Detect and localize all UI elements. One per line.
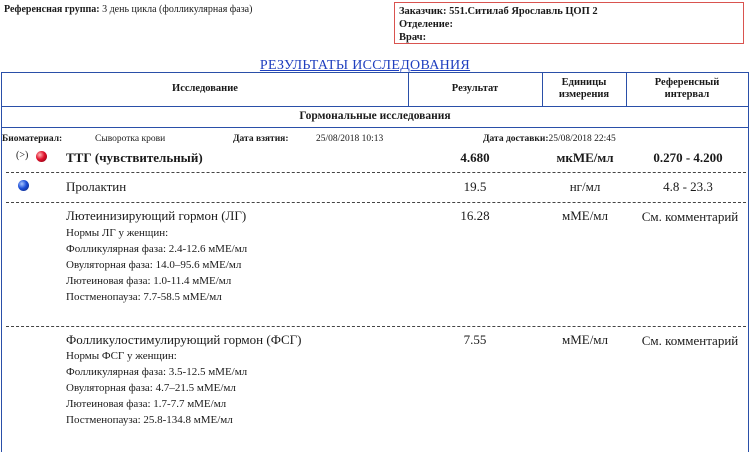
delivered-value: 25/08/2018 22:45 xyxy=(548,134,616,144)
note-line: Фолликулярная фаза: 3.5-12.5 мМЕ/мл xyxy=(66,366,248,378)
note-line: Постменопаузa: 25.8-134.8 мМЕ/мл xyxy=(66,414,233,426)
header-units: Единицы измерения xyxy=(558,77,610,100)
biomaterial-value: Сыворотка крови xyxy=(95,134,166,144)
test-result: 19.5 xyxy=(463,179,487,194)
row-separator xyxy=(6,202,746,203)
taken-value: 25/08/2018 10:13 xyxy=(316,134,384,144)
note-line: Овуляторная фаза: 14.0–95.6 мМЕ/мл xyxy=(66,259,242,271)
doctor-line: Врач: xyxy=(399,32,427,43)
test-units: мкМЕ/мл xyxy=(556,150,614,165)
test-units: мМЕ/мл xyxy=(561,208,609,223)
section-line xyxy=(1,127,749,128)
test-result: 4.680 xyxy=(460,150,490,165)
test-units: мМЕ/мл xyxy=(561,332,609,347)
biomaterial xyxy=(2,134,62,144)
note-line: Нормы ЛГ у женщин: xyxy=(66,227,169,239)
department-line: Отделение: xyxy=(399,19,453,30)
test-reference: См. комментарий xyxy=(641,333,739,348)
note-line: Фолликулярная фаза: 2.4-12.6 мМЕ/мл xyxy=(66,243,248,255)
test-reference: 0.270 - 4.200 xyxy=(653,150,723,165)
test-result: 16.28 xyxy=(460,208,490,223)
header-reference: Референсный интервал xyxy=(654,77,720,100)
test-reference: 4.8 - 23.3 xyxy=(663,179,713,194)
note-line: Овуляторная фаза: 4.7–21.5 мМЕ/мл xyxy=(66,382,236,394)
test-name: Лютеинизирующий гормон (ЛГ) xyxy=(66,208,247,223)
header-study: Исследование xyxy=(172,83,238,94)
test-name: Пролактин xyxy=(66,179,127,194)
test-units: нг/мл xyxy=(569,179,601,194)
header-bottom-line xyxy=(1,106,749,107)
test-name: ТТГ (чувствительный) xyxy=(66,150,203,165)
high-flag-icon xyxy=(36,151,47,162)
section-title: Гормональные исследования xyxy=(299,110,451,122)
page-title: РЕЗУЛЬТАТЫ ИССЛЕДОВАНИЯ xyxy=(259,58,471,73)
note-line: Лютеиновая фаза: 1.7-7.7 мМЕ/мл xyxy=(66,398,227,410)
high-flag-marker: (>) xyxy=(16,150,29,161)
note-line: Лютеиновая фаза: 1.0-11.4 мМЕ/мл xyxy=(66,275,232,287)
row-separator xyxy=(6,326,746,327)
normal-flag-icon xyxy=(18,180,29,191)
customer-box xyxy=(394,2,744,44)
customer-line: Заказчик: 551.Ситилаб Ярославль ЦОП 2 xyxy=(399,6,598,17)
test-reference: См. комментарий xyxy=(641,209,739,224)
taken-date xyxy=(233,134,288,144)
delivered-date xyxy=(483,134,616,144)
test-result: 7.55 xyxy=(463,332,487,347)
row-separator xyxy=(6,172,746,173)
note-line: Нормы ФСГ у женщин: xyxy=(66,350,177,362)
reference-group xyxy=(4,4,252,15)
test-name: Фолликулостимулирующий гормон (ФСГ) xyxy=(66,332,302,347)
delivered-label: Дата доставки: xyxy=(483,134,549,144)
reference-group-label: Референсная группа: xyxy=(4,4,100,15)
note-line: Постменопаузa: 7.7-58.5 мМЕ/мл xyxy=(66,291,222,303)
taken-label: Дата взятия: xyxy=(233,134,289,144)
reference-notes xyxy=(66,348,247,428)
reference-notes xyxy=(66,225,247,305)
biomaterial-label: Биоматериал: xyxy=(2,134,63,144)
reference-group-value: 3 день цикла (фолликулярная фаза) xyxy=(102,4,253,15)
header-result: Результат xyxy=(451,83,499,94)
